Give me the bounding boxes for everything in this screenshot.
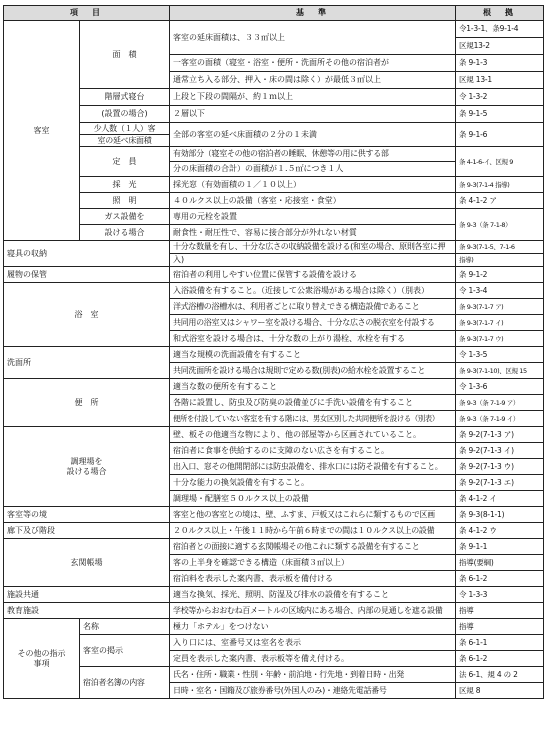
standard-cell: 各階に設置し、防虫及び防臭の設備並びに手洗い設備を有すること	[170, 395, 456, 411]
standard-cell: 分の床面積の合計）の面積が１.５㎡につき１人	[170, 162, 456, 177]
basis-cell: 条 9-3(7-1-4 指導)	[456, 177, 544, 193]
standard-cell: 調理場・配膳室５０ルクス以上の設備	[170, 491, 456, 507]
standard-cell: 宿泊者との面接に適する玄関帳場その他これに類する設備を有すること	[170, 539, 456, 555]
standard-cell: 耐食性・耐圧性で、容易に接合部分が外れない材質	[170, 225, 456, 241]
basis-cell: 条 9-3(7-1-7 イ)	[456, 315, 544, 331]
table-row	[4, 667, 544, 683]
standard-cell: 和式浴室を設ける場合は、十分な数の上がり湯栓、水栓を有する	[170, 331, 456, 347]
basis-cell: 条 9-3(7-1-7 ウ)	[456, 331, 544, 347]
basis-cell: 指導	[456, 619, 544, 635]
standard-cell: 適当な数の便所を有すること	[170, 379, 456, 395]
group-shisetsu: 施設共通	[4, 587, 170, 603]
basis-cell: 令 1-3-4	[456, 283, 544, 299]
standard-cell: 共同洗面所を設ける場合は規則で定める数(別表)の給水栓を設置すること	[170, 363, 456, 379]
header-standard: 基 準	[170, 6, 456, 21]
sub-gas-note: 設ける場合	[80, 225, 170, 241]
table-row	[4, 123, 544, 135]
group-sonota-line2: 事項	[33, 658, 50, 668]
basis-cell: 条 9-2(7-1-3 ウ)	[456, 459, 544, 475]
basis-cell: 指導(要綱)	[456, 555, 544, 571]
standard-cell: 便所を付設していない客室を有する階には、男女区別した共同便所を設ける（別表）	[170, 411, 456, 427]
table-row	[4, 507, 544, 523]
basis-cell: 指導	[456, 603, 544, 619]
basis-cell: 令1-3-1、条9-1-4	[456, 21, 544, 38]
basis-cell: 条 9-3(8-1-1)	[456, 507, 544, 523]
basis-cell: 条 9-3（条 7-1-9 イ）	[456, 411, 544, 427]
standard-cell: ２層以下	[170, 106, 456, 123]
basis-cell: 令 1-3-5	[456, 347, 544, 363]
sub-shoumei: 照 明	[80, 193, 170, 209]
standard-cell: 極力「ホテル」をつけない	[170, 619, 456, 635]
group-kyakushitsu: 客室	[4, 21, 80, 241]
basis-cell: 令 1-3-2	[456, 89, 544, 106]
header-basis: 根 拠	[456, 6, 544, 21]
group-senmenjo: 洗面所	[4, 347, 170, 379]
group-sonota	[4, 619, 80, 699]
table-row	[4, 635, 544, 651]
basis-cell: 区規 13-1	[456, 72, 544, 89]
standard-cell: 適当な規模の洗面設備を有すること	[170, 347, 456, 363]
basis-cell: 条 6-1-2	[456, 571, 544, 587]
table-row	[4, 587, 544, 603]
table-row	[4, 241, 544, 254]
basis-cell: 条 9-1-6	[456, 123, 544, 147]
basis-cell: 条 9-2(7-1-3 ア)	[456, 427, 544, 443]
header-row	[4, 6, 544, 21]
sub-keiji: 客室の掲示	[80, 635, 170, 667]
group-kyakushitsu-sakai: 客室等の境	[4, 507, 170, 523]
table-row	[4, 523, 544, 539]
standard-cell: ２０ルクス以上・午後１１時から午前６時までの間は１０ルクス以上の設備	[170, 523, 456, 539]
standard-cell: 宿泊者に食事を供給するのに支障のない広さを有すること。	[170, 443, 456, 459]
header-item: 項 目	[4, 6, 170, 21]
standard-cell: 専用の元栓を設置	[170, 209, 456, 225]
standard-cell: 定員を表示した案内書、表示板等を備え付ける。	[170, 651, 456, 667]
basis-cell: 条 9-2(7-1-3 イ)	[456, 443, 544, 459]
standard-cell: 採光窓（有効面積の１／１０以上）	[170, 177, 456, 193]
table-row	[4, 539, 544, 555]
sub-meishou: 名称	[80, 619, 170, 635]
basis-cell: 条 9-1-3	[456, 55, 544, 72]
standard-cell: 宿泊者の利用しやすい位置に保管する設備を設ける	[170, 267, 456, 283]
standard-cell: 上段と下段の間隔が、約１ｍ以上	[170, 89, 456, 106]
basis-cell: 条 9-3（条 7-1-8）	[456, 209, 544, 241]
sub-kaisou: 階層式寝台	[80, 89, 170, 106]
standard-cell: 壁、板その他適当な物により、他の部屋等から区画されていること。	[170, 427, 456, 443]
standard-cell: 客室と他の客室との境は、壁、ふすま、戸板又はこれらに類するもので区画	[170, 507, 456, 523]
standard-cell: 通常立ち入る部分、押入・床の間は除く）が最低３㎡以上	[170, 72, 456, 89]
standard-cell: 洋式浴槽の浴槽水は、利用者ごとに取り替えできる構造設備であること	[170, 299, 456, 315]
table-row	[4, 193, 544, 209]
table-row	[4, 603, 544, 619]
standard-cell: 日時・室名・国籍及び旅券番号(外国人のみ)・連絡先電話番号	[170, 683, 456, 699]
group-shingu: 寝具の収納	[4, 241, 170, 267]
basis-cell: 条 9-1-1	[456, 539, 544, 555]
standard-cell: 入浴設備を有すること。（近接して公衆浴場がある場合は除く）（別表）	[170, 283, 456, 299]
table-row	[4, 177, 544, 193]
group-benjo: 便 所	[4, 379, 170, 427]
table-row	[4, 147, 544, 162]
basis-cell: 条 9-3(7-1-7 ア)	[456, 299, 544, 315]
standard-cell: 共同用の浴室又はシャワー室を設ける場合、十分な広さの脱衣室を付設する	[170, 315, 456, 331]
sub-shousuu-note: 室の延べ床面積	[80, 135, 170, 147]
table-row	[4, 267, 544, 283]
sub-saikou: 採 光	[80, 177, 170, 193]
standard-cell: ４０ルクス以上の設備（客室・応接室・食堂）	[170, 193, 456, 209]
standard-cell: 入り口には、室番号又は室名を表示	[170, 635, 456, 651]
standard-cell: 学校等からおおむね百メートルの区域内にある場合、内部の見通しを遮る設備	[170, 603, 456, 619]
table-row	[4, 209, 544, 225]
sub-gas: ガス設備を	[80, 209, 170, 225]
basis-cell: 条 4-1-2 イ	[456, 491, 544, 507]
standard-cell: 氏名・住所・職業・性別・年齢・前泊地・行先地・到着日時・出発	[170, 667, 456, 683]
standard-cell: 一客室の面積（寝室・浴室・便所・洗面所その他の宿泊者が	[170, 55, 456, 72]
table-row	[4, 619, 544, 635]
standard-cell: 適当な換気、採光、照明、防湿及び排水の設備を有すること	[170, 587, 456, 603]
table-row	[4, 347, 544, 363]
table-row	[4, 283, 544, 299]
basis-cell: 条 9-3（条 7-1-9 ア）	[456, 395, 544, 411]
basis-cell: 令 1-3-6	[456, 379, 544, 395]
basis-cell: 条 4-1-2 ア	[456, 193, 544, 209]
sub-kaisou-note: (設置の場合)	[80, 106, 170, 123]
group-chouri-line2: 設ける場合	[66, 466, 107, 476]
group-yokushitsu: 浴 室	[4, 283, 170, 347]
group-chouri-line1: 調理場を	[70, 456, 103, 466]
standard-cell: 客室の延床面積は、３３㎡以上	[170, 21, 456, 55]
basis-cell: 条 9-1-5	[456, 106, 544, 123]
basis-cell: 条 9-3(7-1-5、7-1-6	[456, 241, 544, 254]
standard-cell: 入)	[170, 254, 456, 267]
group-chouri	[4, 427, 170, 507]
standard-cell: 十分な能力の換気設備を有すること。	[170, 475, 456, 491]
basis-cell: 条 6-1-2	[456, 651, 544, 667]
sub-shousuu: 少人数（１人）客	[80, 123, 170, 135]
table-row	[4, 21, 544, 38]
table-row	[4, 106, 544, 123]
group-hakimono: 履物の保管	[4, 267, 170, 283]
group-rouka: 廊下及び階段	[4, 523, 170, 539]
basis-cell: 条 9-3(7-1-10)、区規 15	[456, 363, 544, 379]
standard-cell: 宿泊料を表示した案内書、表示板を備付ける	[170, 571, 456, 587]
standards-table	[3, 5, 544, 699]
table-row	[4, 379, 544, 395]
table-row	[4, 89, 544, 106]
basis-cell: 条 4-1-6-イ、区規 9	[456, 147, 544, 177]
standard-cell: 十分な数量を有し、十分な広さの収納設備を設ける(和室の場合、原則各室に押	[170, 241, 456, 254]
sub-meibo: 宿泊者名簿の内容	[80, 667, 170, 699]
basis-cell: 区規 8	[456, 683, 544, 699]
basis-cell: 条 6-1-1	[456, 635, 544, 651]
basis-cell: 令 1-3-3	[456, 587, 544, 603]
standard-cell: 有効部分（寝室その他の宿泊者の睡眠、休憩等の用に供する部	[170, 147, 456, 162]
sub-menseki: 面 積	[80, 21, 170, 89]
basis-cell: 法 6-1、規 4 の 2	[456, 667, 544, 683]
group-kyouiku: 教育施設	[4, 603, 170, 619]
group-genkan: 玄関帳場	[4, 539, 170, 587]
standard-cell: 客の上半身を確認できる構造（床面積３㎡以上）	[170, 555, 456, 571]
standard-cell: 全部の客室の延べ床面積の２分の１未満	[170, 123, 456, 147]
table-row	[4, 427, 544, 443]
basis-cell: 条 9-2(7-1-3 エ)	[456, 475, 544, 491]
standard-cell: 出入口、窓その他開閉部には防虫設備を、排水口には防そ設備を有すること。	[170, 459, 456, 475]
group-sonota-line1: その他の指示	[17, 648, 66, 658]
sub-teiin: 定 員	[80, 147, 170, 177]
basis-cell: 条 4-1-2 ウ	[456, 523, 544, 539]
basis-cell: 区規13-2	[456, 38, 544, 55]
basis-cell: 条 9-1-2	[456, 267, 544, 283]
basis-cell: 指導)	[456, 254, 544, 267]
